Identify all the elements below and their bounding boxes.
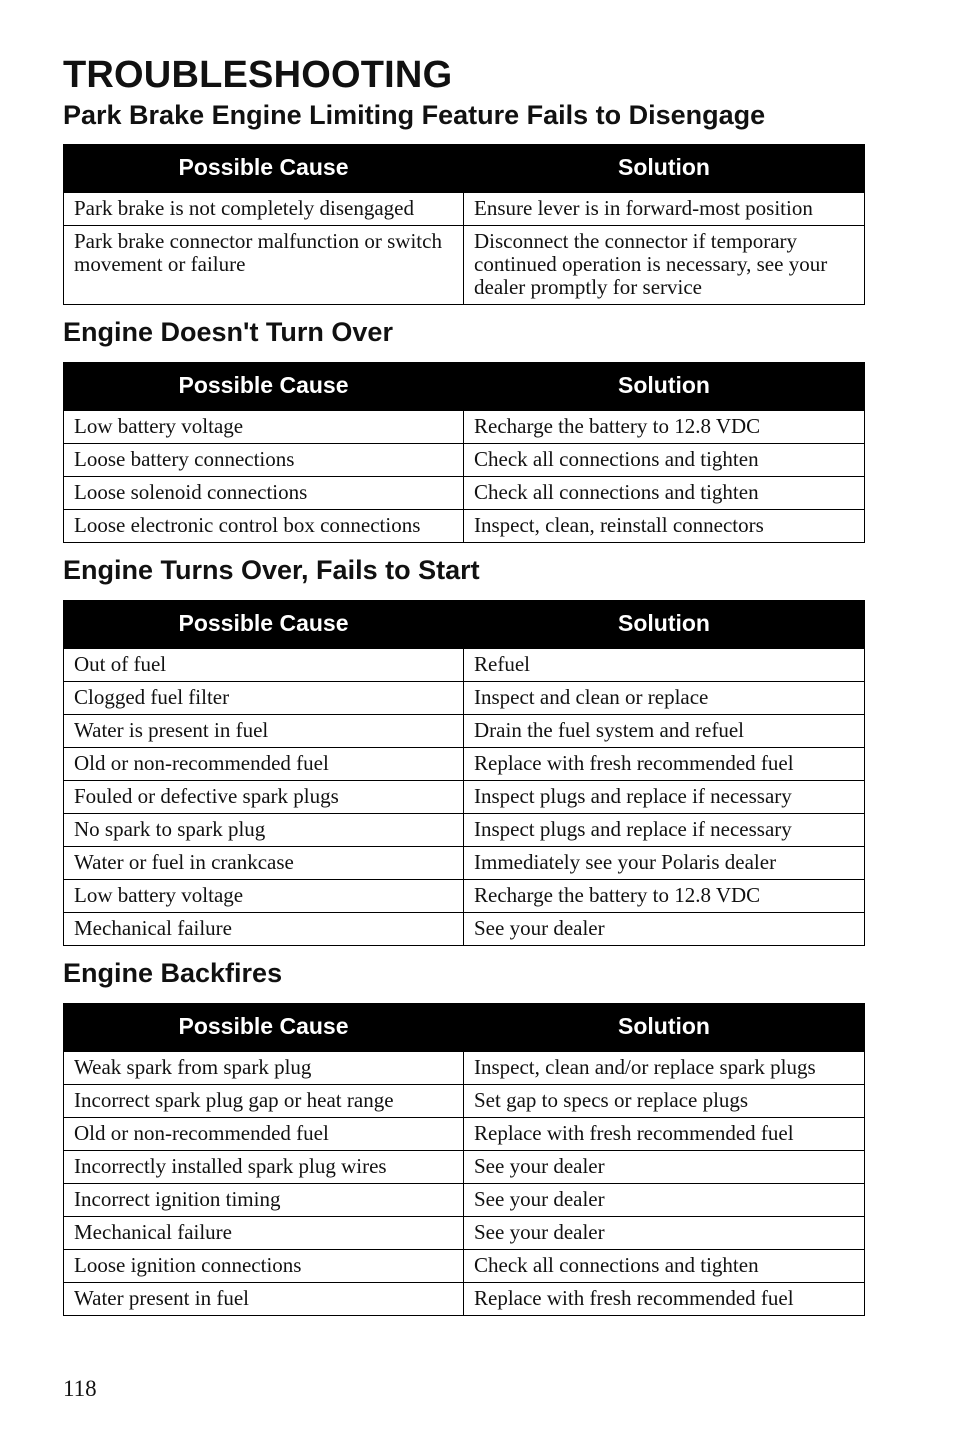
solution-cell: Inspect, clean and/or replace spark plugs: [464, 1052, 865, 1085]
cause-cell: Park brake is not completely disengaged: [64, 193, 464, 226]
table-row: [64, 682, 865, 715]
table-row: [64, 1283, 865, 1316]
cause-cell: Incorrectly installed spark plug wires: [64, 1151, 464, 1184]
table-row: [64, 814, 865, 847]
table-row: [64, 748, 865, 781]
table-header-row: [64, 145, 865, 193]
cause-cell: Old or non-recommended fuel: [64, 748, 464, 781]
troubleshooting-table: [63, 600, 865, 946]
solution-cell: See your dealer: [464, 913, 865, 946]
cause-cell: Low battery voltage: [64, 411, 464, 444]
cause-cell: Weak spark from spark plug: [64, 1052, 464, 1085]
table-row: [64, 193, 865, 226]
table-row: [64, 1052, 865, 1085]
table-row: [64, 411, 865, 444]
page-number: 118: [63, 1376, 97, 1401]
solution-cell: Replace with fresh recommended fuel: [464, 748, 865, 781]
cause-cell: Mechanical failure: [64, 1217, 464, 1250]
solution-cell: Inspect plugs and replace if necessary: [464, 814, 865, 847]
cause-cell: Loose ignition connections: [64, 1250, 464, 1283]
solution-cell: See your dealer: [464, 1217, 865, 1250]
table-row: [64, 649, 865, 682]
cause-cell: Loose solenoid connections: [64, 477, 464, 510]
solution-cell: Inspect and clean or replace: [464, 682, 865, 715]
table-row: [64, 913, 865, 946]
solution-cell: Check all connections and tighten: [464, 477, 865, 510]
troubleshooting-table: [63, 144, 865, 305]
solution-cell: Replace with fresh recommended fuel: [464, 1283, 865, 1316]
section-heading: Park Brake Engine Limiting Feature Fails to Disengage: [63, 100, 766, 130]
sections-container: [63, 98, 864, 1316]
section-heading: Engine Doesn't Turn Over: [63, 317, 393, 347]
cause-cell: Loose battery connections: [64, 444, 464, 477]
cause-cell: Park brake connector malfunction or switch movement or failure: [64, 226, 464, 305]
table-row: [64, 1250, 865, 1283]
table-row: [64, 1184, 865, 1217]
cause-cell: Fouled or defective spark plugs: [64, 781, 464, 814]
section-heading: Engine Backfires: [63, 958, 283, 988]
table-header-row: [64, 363, 865, 411]
table-row: [64, 510, 865, 543]
cause-cell: Clogged fuel filter: [64, 682, 464, 715]
table-row: [64, 1217, 865, 1250]
cause-cell: Water is present in fuel: [64, 715, 464, 748]
page-content: [63, 52, 864, 1316]
table-row: [64, 1151, 865, 1184]
troubleshooting-table: [63, 1003, 865, 1316]
solution-cell: Ensure lever is in forward-most position: [464, 193, 865, 226]
cause-cell: Out of fuel: [64, 649, 464, 682]
table-row: [64, 847, 865, 880]
header-solution: Solution: [464, 363, 865, 411]
header-solution: Solution: [464, 1004, 865, 1052]
table-row: [64, 477, 865, 510]
solution-cell: Disconnect the connector if temporary continued operation is necessary, see your dealer promptly for service: [464, 226, 865, 305]
page-title: TROUBLESHOOTING: [63, 54, 453, 96]
header-solution: Solution: [464, 601, 865, 649]
table-row: [64, 1118, 865, 1151]
solution-cell: Refuel: [464, 649, 865, 682]
solution-cell: Set gap to specs or replace plugs: [464, 1085, 865, 1118]
solution-cell: See your dealer: [464, 1151, 865, 1184]
solution-cell: Immediately see your Polaris dealer: [464, 847, 865, 880]
solution-cell: Replace with fresh recommended fuel: [464, 1118, 865, 1151]
solution-cell: Inspect, clean, reinstall connectors: [464, 510, 865, 543]
table-header-row: [64, 601, 865, 649]
solution-cell: Inspect plugs and replace if necessary: [464, 781, 865, 814]
table-row: [64, 880, 865, 913]
solution-cell: Recharge the battery to 12.8 VDC: [464, 880, 865, 913]
table-row: [64, 715, 865, 748]
table-row: [64, 226, 865, 305]
cause-cell: No spark to spark plug: [64, 814, 464, 847]
solution-cell: Check all connections and tighten: [464, 1250, 865, 1283]
header-possible-cause: Possible Cause: [64, 363, 464, 411]
cause-cell: Mechanical failure: [64, 913, 464, 946]
solution-cell: Check all connections and tighten: [464, 444, 865, 477]
section-heading: Engine Turns Over, Fails to Start: [63, 555, 480, 585]
solution-cell: Drain the fuel system and refuel: [464, 715, 865, 748]
header-solution: Solution: [464, 145, 865, 193]
header-possible-cause: Possible Cause: [64, 145, 464, 193]
solution-cell: Recharge the battery to 12.8 VDC: [464, 411, 865, 444]
cause-cell: Incorrect spark plug gap or heat range: [64, 1085, 464, 1118]
cause-cell: Loose electronic control box connections: [64, 510, 464, 543]
table-row: [64, 444, 865, 477]
cause-cell: Incorrect ignition timing: [64, 1184, 464, 1217]
cause-cell: Water present in fuel: [64, 1283, 464, 1316]
header-possible-cause: Possible Cause: [64, 601, 464, 649]
table-header-row: [64, 1004, 865, 1052]
table-row: [64, 781, 865, 814]
cause-cell: Low battery voltage: [64, 880, 464, 913]
table-row: [64, 1085, 865, 1118]
cause-cell: Water or fuel in crankcase: [64, 847, 464, 880]
header-possible-cause: Possible Cause: [64, 1004, 464, 1052]
solution-cell: See your dealer: [464, 1184, 865, 1217]
troubleshooting-table: [63, 362, 865, 543]
cause-cell: Old or non-recommended fuel: [64, 1118, 464, 1151]
